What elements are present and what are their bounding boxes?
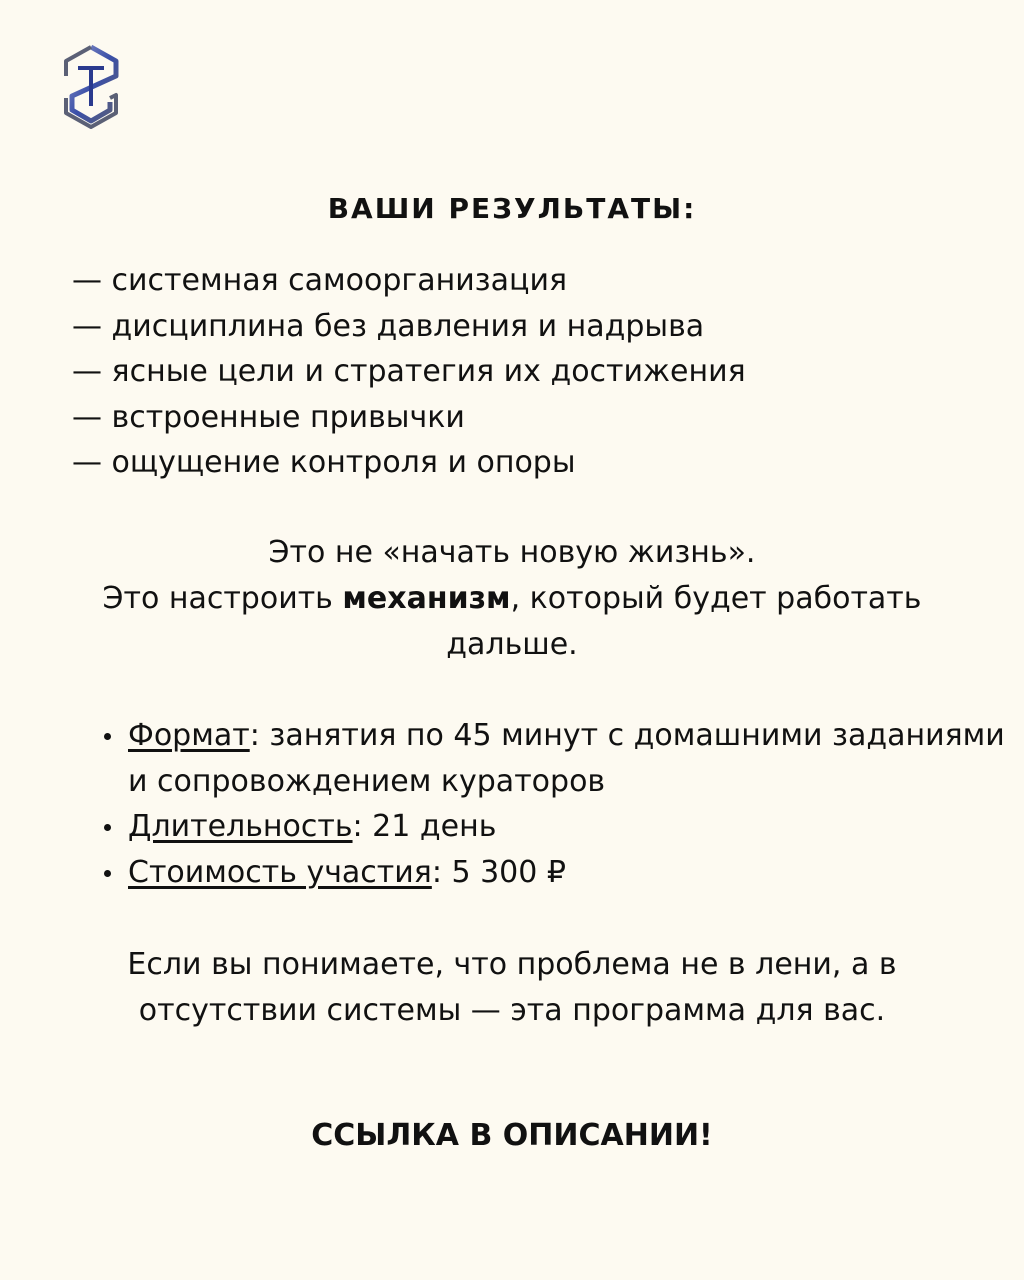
statement-text: , который будет работать дальше. [446,581,922,662]
closing-line: отсутствии системы — эта программа для вас. [138,992,886,1028]
detail-item-price [100,850,1024,896]
detail-item-format [100,713,1024,804]
detail-value: : занятия по 45 минут с домашними заданиями и сопровождением кураторов [128,718,1005,799]
list-item: — системная самоорганизация [72,263,567,298]
program-details-list [100,713,1024,895]
closing-line: Если вы понимаете, что проблема не в лени, а в [127,947,897,982]
ts-monogram-icon [62,44,120,130]
detail-term: Длительность [128,809,353,844]
detail-item-duration [100,804,1024,850]
detail-term: Формат [128,718,250,753]
statement-emphasis: механизм [342,581,511,616]
brand-logo [62,44,120,130]
detail-value: : 5 300 ₽ [431,854,566,890]
statement-block [60,530,964,668]
results-list [72,258,746,486]
section-heading: ВАШИ РЕЗУЛЬТАТЫ: [327,192,697,225]
list-item: — ощущение контроля и опоры [72,445,576,480]
statement-text: Это настроить [102,581,343,616]
statement-line [60,576,964,668]
call-to-action: ССЫЛКА В ОПИСАНИИ! [311,1118,713,1153]
list-item: — дисциплина без давления и надрыва [72,308,705,344]
list-item: — встроенные привычки [72,399,465,435]
detail-term: Стоимость участия [128,854,432,890]
closing-text [60,942,964,1033]
statement-line: Это не «начать новую жизнь». [268,535,756,570]
list-item: — ясные цели и стратегия их достижения [72,354,746,389]
detail-value: : 21 день [352,809,497,844]
